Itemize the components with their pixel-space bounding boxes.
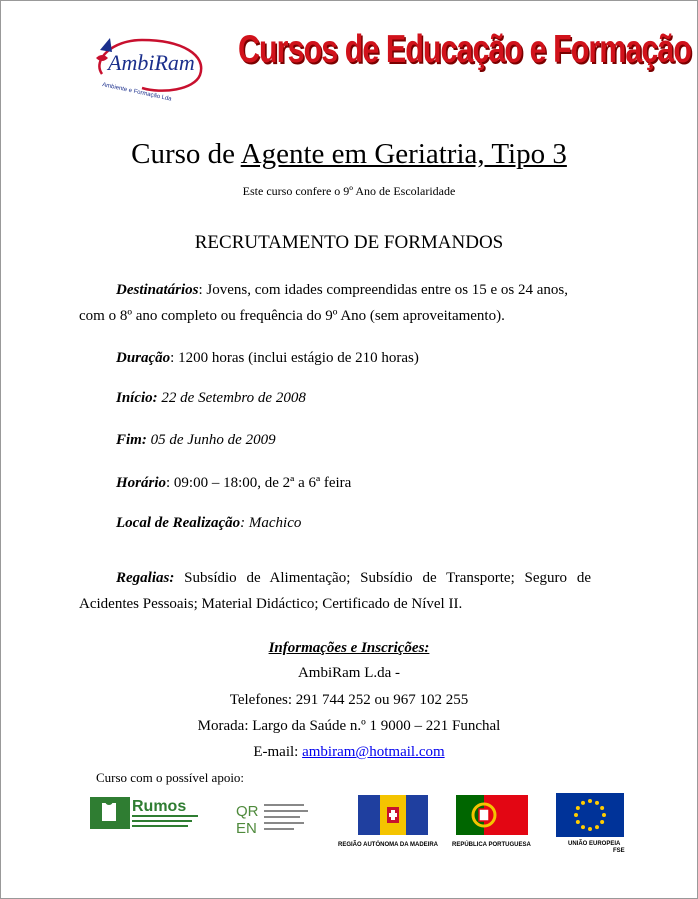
- destinatarios-paragraph: Destinatários: Jovens, com idades compreendidas entre os 15 e os 24 anos, com o 8º ano completo ou frequência do 9º Ano (sem aproveitamento).: [79, 282, 569, 324]
- contact-company: AmbiRam L.da -: [297, 665, 401, 681]
- contact-phones: Telefones: 291 744 252 ou 967 102 255: [229, 692, 469, 708]
- portugal-caption: REPÚBLICA PORTUGUESA: [452, 842, 531, 848]
- logo-subtext: Ambiente e Formação Lda: [101, 82, 173, 102]
- eu-star: [588, 827, 592, 831]
- course-subtitle: Este curso confere o 9º Ano de Escolaridade: [242, 184, 456, 198]
- eu-star: [600, 806, 604, 810]
- detail-horario: Horário: 09:00 – 18:00, de 2ª a 6ª feira: [116, 475, 352, 491]
- eu-star: [576, 806, 580, 810]
- logo-wordmark: AmbiRam: [108, 50, 195, 75]
- contact-heading: Informações e Inscrições:: [268, 640, 430, 656]
- destinatarios-label: Destinatários: [116, 282, 199, 298]
- eu-star: [576, 820, 580, 824]
- eu-flag: [556, 793, 626, 841]
- madeira-flag: [356, 795, 430, 840]
- course-name: Agente em Geriatria, Tipo 3: [240, 138, 567, 170]
- support-label: Curso com o possível apoio:: [96, 770, 245, 785]
- rumos-wordmark: Rumos: [132, 798, 187, 815]
- contact-address: Morada: Largo da Saúde n.º 1 9000 – 221 Funchal: [197, 718, 501, 734]
- eu-star: [574, 813, 578, 817]
- eu-star: [602, 813, 606, 817]
- detail-fim: Fim: 05 de Junho de 2009: [116, 432, 276, 448]
- eu-star: [595, 801, 599, 805]
- eu-caption: UNIÃO EUROPEIA: [568, 841, 621, 847]
- ambiram-logo: [82, 30, 212, 102]
- regalias-label: Regalias:: [116, 570, 175, 586]
- email-link[interactable]: ambiram@hotmail.com: [302, 744, 445, 760]
- eu-star: [595, 825, 599, 829]
- section-heading: RECRUTAMENTO DE FORMANDOS: [194, 232, 504, 253]
- svg-text:EN: EN: [236, 820, 257, 836]
- detail-local: Local de Realização: Machico: [116, 515, 302, 531]
- contact-email-line: E-mail: ambiram@hotmail.com: [253, 744, 445, 760]
- banner-title: Cursos de Educação e Formação: [238, 28, 691, 71]
- course-title: Curso de Agente em Geriatria, Tipo 3: [131, 138, 567, 170]
- svg-text:QR: QR: [236, 803, 259, 820]
- detail-inicio: Início: 22 de Setembro de 2008: [116, 390, 306, 406]
- regalias-paragraph: Regalias: Subsídio de Alimentação; Subsídio de Transporte; Seguro de Acidentes Pessoais; Material Didáctico; Certificado de Nível II.: [79, 570, 591, 612]
- eu-star: [588, 799, 592, 803]
- detail-duracao: Duração: 1200 horas (inclui estágio de 210 horas): [116, 350, 419, 366]
- madeira-caption: REGIÃO AUTÓNOMA DA MADEIRA: [338, 842, 438, 848]
- rumos-logo: [90, 795, 202, 831]
- eu-star: [600, 820, 604, 824]
- qren-logo: [236, 800, 316, 836]
- eu-star: [581, 825, 585, 829]
- fse-caption: FSE: [613, 848, 625, 854]
- portugal-flag: [456, 795, 528, 840]
- eu-star: [581, 801, 585, 805]
